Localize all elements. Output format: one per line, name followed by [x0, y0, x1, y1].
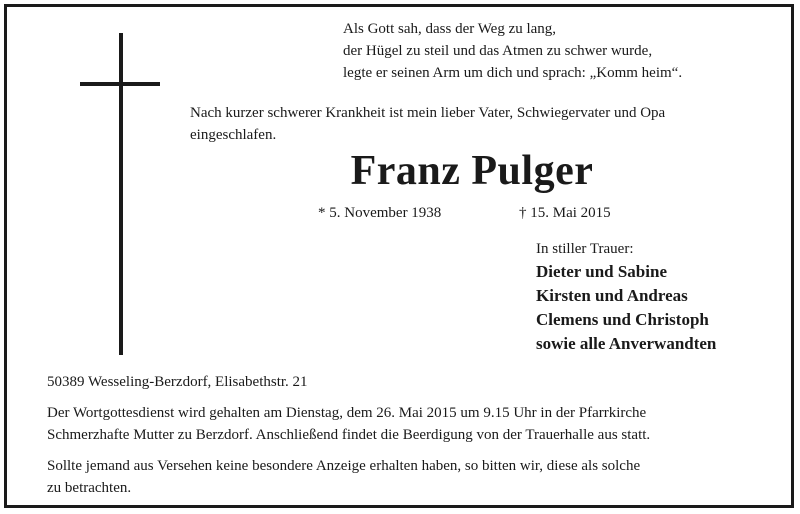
address: 50389 Wesseling-Berzdorf, Elisabethstr. 21 — [47, 374, 308, 390]
notice-text — [47, 455, 640, 499]
mourner-name: Clemens und Christoph — [536, 310, 709, 329]
intro-text — [190, 102, 665, 146]
mourner-name: sowie alle Anverwandten — [536, 334, 717, 353]
mourner-name: Dieter und Sabine — [536, 262, 667, 281]
service-line: Schmerzhafte Mutter zu Berzdorf. Anschließend findet die Beerdigung von der Trauerhalle aus statt. — [47, 427, 651, 443]
intro-line: eingeschlafen. — [190, 127, 277, 143]
mourners-block — [536, 238, 716, 356]
mourner-name: Kirsten und Andreas — [536, 286, 688, 305]
notice-line: zu betrachten. — [47, 480, 132, 496]
death-date: † 15. Mai 2015 — [519, 205, 611, 221]
poem — [343, 18, 682, 84]
service-info — [47, 402, 650, 446]
cross-icon-crossbar — [80, 82, 160, 86]
poem-line: Als Gott sah, dass der Weg zu lang, — [343, 21, 557, 37]
deceased-name: Franz Pulger — [350, 148, 594, 194]
mourners-label: In stiller Trauer: — [536, 241, 634, 257]
poem-line: der Hügel zu steil und das Atmen zu schwer wurde, — [343, 43, 653, 59]
service-line: Der Wortgottesdienst wird gehalten am Dienstag, dem 26. Mai 2015 um 9.15 Uhr in der Pfarrkirche — [47, 405, 647, 421]
notice-line: Sollte jemand aus Versehen keine besondere Anzeige erhalten haben, so bitten wir, diese als solche — [47, 458, 641, 474]
poem-line: legte er seinen Arm um dich und sprach: „Komm heim“. — [343, 65, 683, 81]
birth-date: * 5. November 1938 — [318, 205, 442, 221]
intro-line: Nach kurzer schwerer Krankheit ist mein lieber Vater, Schwiegervater und Opa — [190, 105, 666, 121]
